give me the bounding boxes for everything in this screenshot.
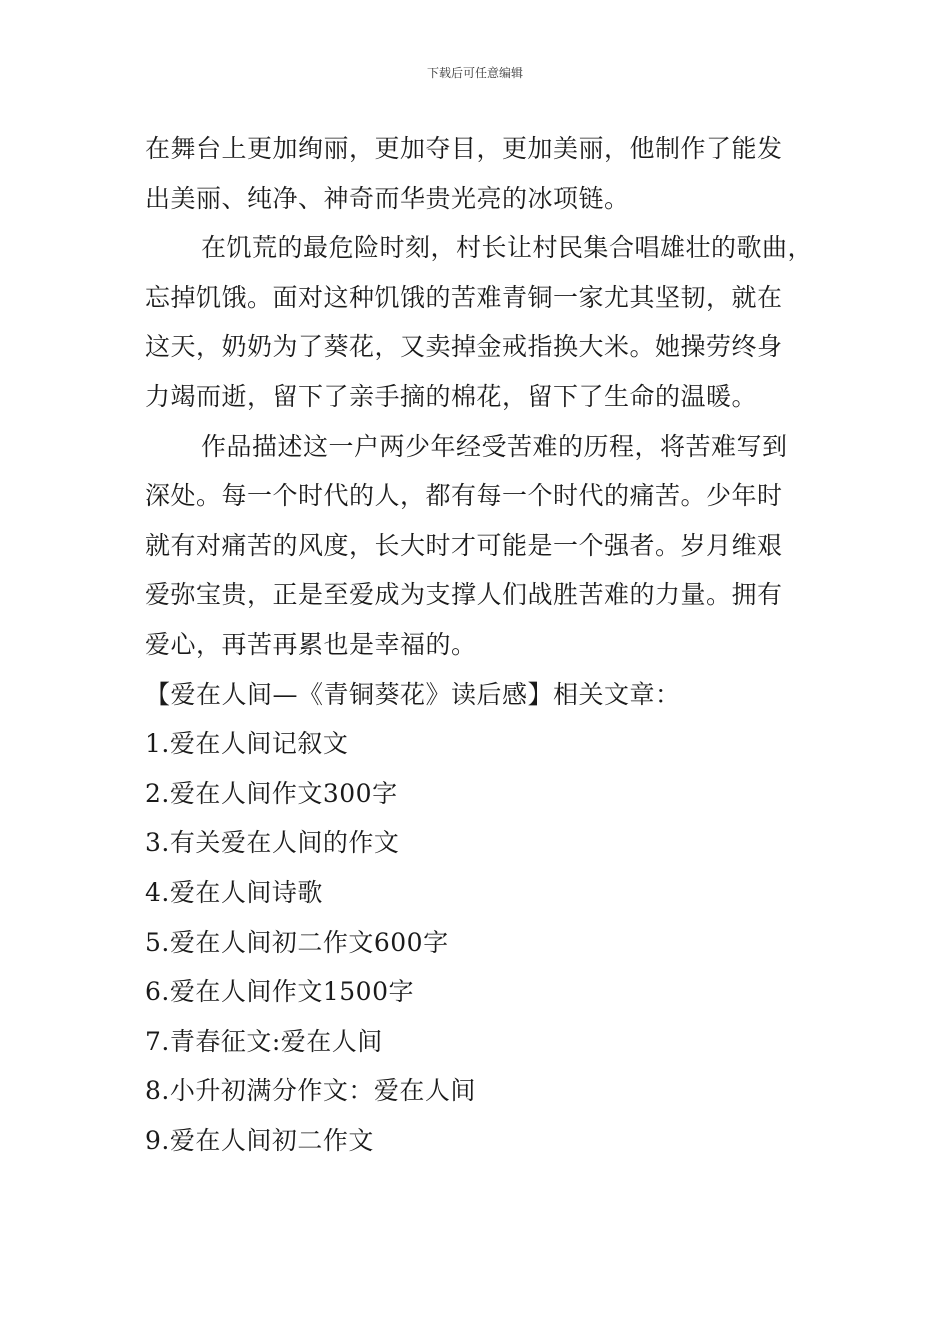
body-line: 就有对痛苦的风度，长大时才可能是一个强者。岁月维艰 xyxy=(145,530,783,560)
related-article-link[interactable]: 4.爱在人间诗歌 xyxy=(145,877,323,907)
related-article-link[interactable]: 6.爱在人间作文1500字 xyxy=(145,977,414,1007)
related-article-link[interactable]: 9.爱在人间初二作文 xyxy=(145,1125,374,1155)
body-line: 忘掉饥饿。面对这种饥饿的苦难青铜一家尤其坚韧，就在 xyxy=(145,282,783,312)
page-header-note: 下载后可任意编辑 xyxy=(426,66,523,80)
body-line: 在舞台上更加绚丽，更加夺目，更加美丽，他制作了能发 xyxy=(145,134,783,163)
paragraph-start-line: 在饥荒的最危险时刻，村长让村民集合唱雄壮的歌曲， xyxy=(201,233,814,263)
body-line: 出美丽、纯净、神奇而华贵光亮的冰项链。 xyxy=(145,183,630,213)
related-article-link[interactable]: 2.爱在人间作文300字 xyxy=(145,778,398,808)
paragraph-start-line: 作品描述这一户两少年经受苦难的历程，将苦难写到 xyxy=(201,431,788,461)
related-articles-heading: 【爱在人间—《青铜葵花》读后感】相关文章： xyxy=(145,679,681,709)
related-article-link[interactable]: 5.爱在人间初二作文600字 xyxy=(145,927,449,957)
body-line: 深处。每一个时代的人，都有每一个时代的痛苦。少年时 xyxy=(145,481,783,511)
body-line: 力竭而逝，留下了亲手摘的棉花，留下了生命的温暖。 xyxy=(145,381,758,411)
related-article-link[interactable]: 1.爱在人间记叙文 xyxy=(145,729,349,759)
body-line: 爱心，再苦再累也是幸福的。 xyxy=(145,629,477,659)
document-body xyxy=(145,124,835,1165)
body-line: 爱弥宝贵，正是至爱成为支撑人们战胜苦难的力量。拥有 xyxy=(145,580,783,610)
related-article-link[interactable]: 3.有关爱在人间的作文 xyxy=(145,828,400,858)
body-line: 这天，奶奶为了葵花，又卖掉金戒指换大米。她操劳终身 xyxy=(145,332,783,362)
related-article-link[interactable]: 8.小升初满分作文：爱在人间 xyxy=(145,1076,476,1106)
related-article-link[interactable]: 7.青春征文:爱在人间 xyxy=(145,1026,383,1056)
